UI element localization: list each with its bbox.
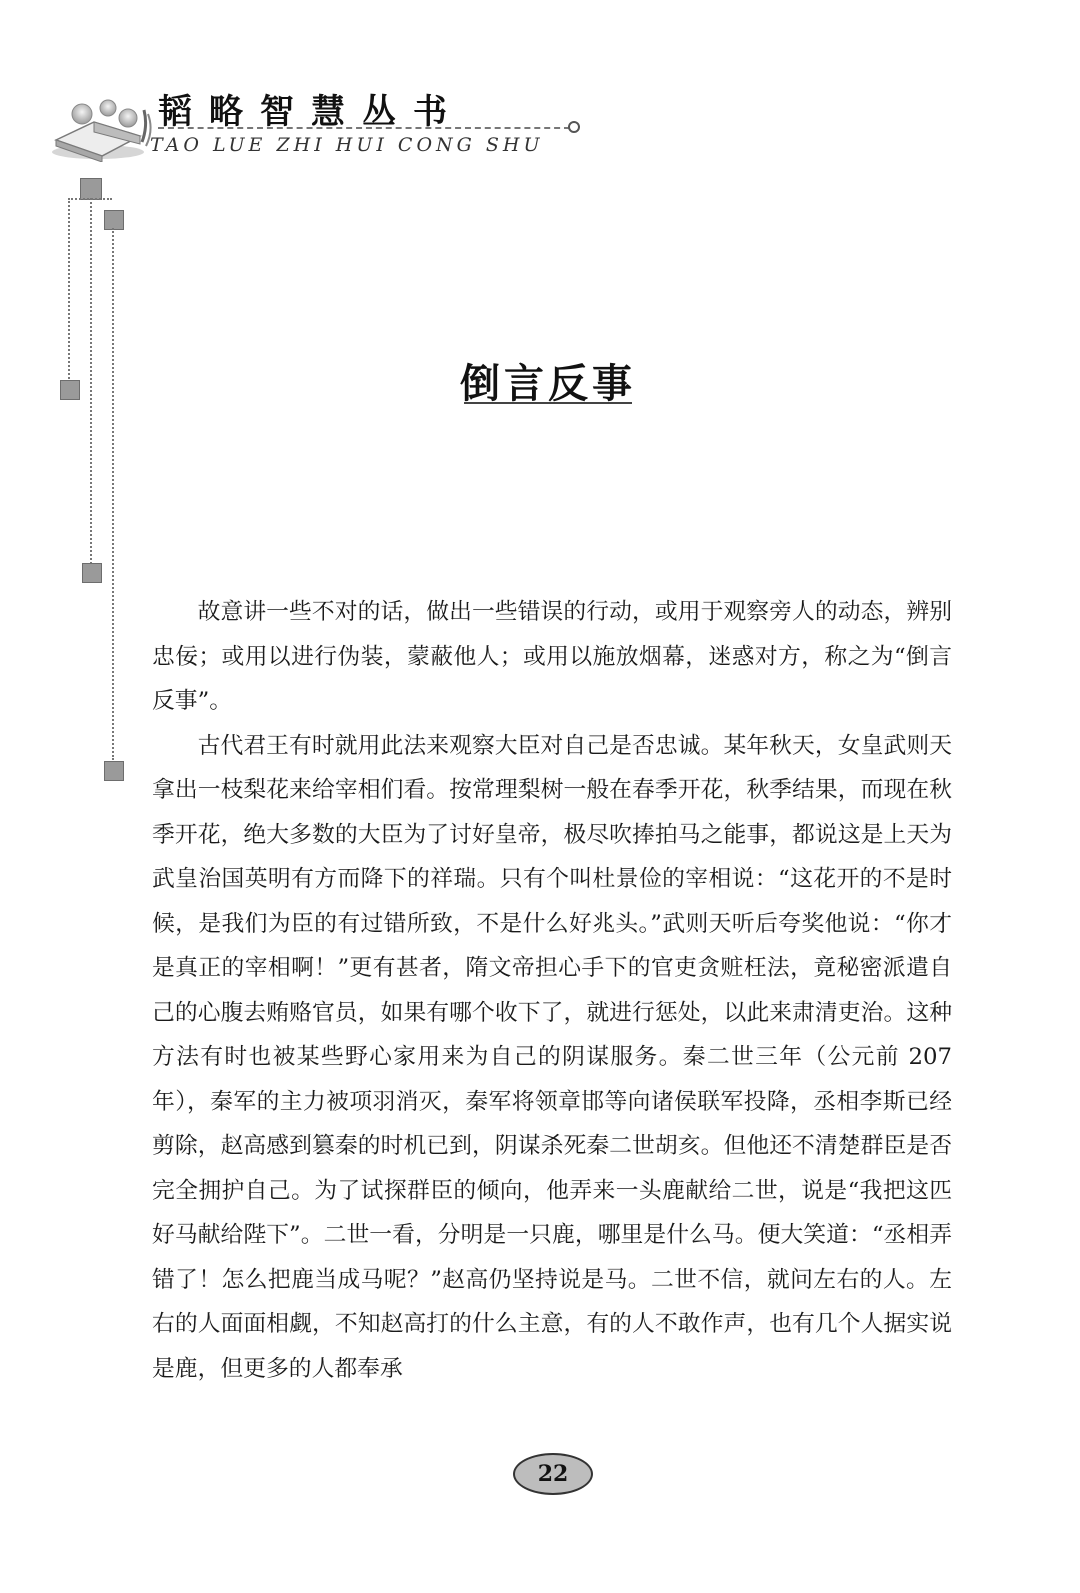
deco-square — [82, 563, 102, 583]
paragraph: 故意讲一些不对的话，做出一些错误的行动，或用于观察旁人的动态，辨别忠佞；或用以进行伪装，蒙蔽他人；或用以施放烟幕，迷惑对方，称之为“倒言反事”。 — [152, 599, 952, 714]
running-header — [0, 0, 1080, 170]
deco-square — [80, 178, 102, 200]
page-number: 22 — [513, 1453, 593, 1495]
deco-square — [104, 210, 124, 230]
deco-square — [104, 761, 124, 781]
title-underline — [464, 402, 632, 404]
series-pinyin: TAO LUE ZHI HUI CONG SHU — [150, 134, 544, 156]
book-logo-icon — [48, 92, 158, 162]
series-title: 韬略智慧丛书 — [158, 92, 464, 132]
body-text — [152, 590, 952, 1391]
divider-end-circle — [568, 121, 580, 133]
header-divider — [158, 127, 570, 129]
paragraph: 古代君王有时就用此法来观察大臣对自己是否忠诚。某年秋天，女皇武则天拿出一枝梨花来给宰相们看。按常理梨树一般在春季开花，秋季结果，而现在秋季开花，绝大多数的大臣为了讨好皇帝，极尽吹捧拍马之能事，都说这是上天为武皇治国英明有方而降下的祥瑞。只有个叫杜景俭的宰相说：“这花开的不是时候，是我们为臣的有过错所致，不是什么好兆头。”武则天听后夸奖他说：“你才是真正的宰相啊！”更有甚者，隋文帝担心手下的官吏贪赃枉法，竟秘密派遣自己的心腹去贿赂官员，如果有哪个收下了，就进行惩处，以此来肃清吏治。这种方法有时也被某些野心家用来为自己的阴谋服务。秦二世三年（公元前 207 年），秦军的主力被项羽消灭，秦军将领章邯等向诸侯联军投降，丞相李斯已经剪除，赵高感到篡秦的时机已到，阴谋杀死秦二世胡亥。但他还不清楚群臣是否完全拥护自己。为了试探群臣的倾向，他弄来一头鹿献给二世，说是“我把这匹好马献给陛下”。二世一看，分明是一只鹿，哪里是什么马。便大笑道：“丞相弄错了！怎么把鹿当成马呢？”赵高仍坚持说是马。二世不信，就问左右的人。左右的人面面相觑，不知赵高打的什么主意，有的人不敢作声，也有几个人据实说是鹿，但更多的人都奉承 — [152, 732, 952, 1382]
chapter-title: 倒言反事 — [460, 360, 636, 407]
deco-line — [112, 228, 114, 760]
